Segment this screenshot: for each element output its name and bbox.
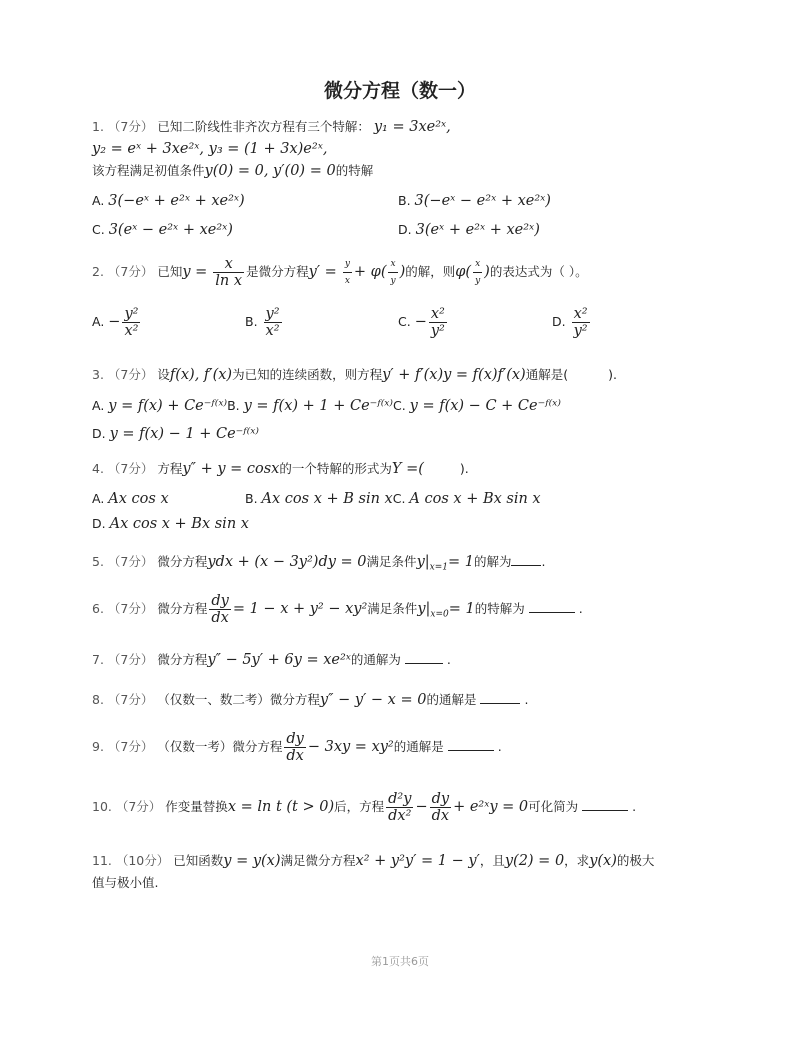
- q5-math: = 1: [447, 554, 474, 570]
- numerator: x²: [429, 306, 447, 323]
- denominator: y: [475, 276, 481, 286]
- option-math: y = f(x) − C + Ce⁻ᶠ⁽ˣ⁾: [409, 398, 561, 414]
- option-label: B.: [245, 314, 258, 329]
- q6-fraction: [209, 593, 230, 626]
- q6-text: 满足条件: [367, 601, 418, 616]
- option-math: A cos x + Bx sin x: [409, 491, 541, 507]
- denominator: dx: [211, 610, 229, 626]
- q2-text: 的解，则: [405, 264, 456, 279]
- q11-math: x² + y²y′ = 1 − y′: [355, 853, 480, 869]
- q3-text: 为已知的连续函数，则方程: [232, 367, 383, 382]
- q2-math: y =: [182, 264, 208, 280]
- q11-math: y = y(x): [223, 853, 281, 869]
- q2-text: 是微分方程: [246, 264, 309, 279]
- numerator: x²: [572, 306, 590, 323]
- denominator: x: [344, 276, 350, 286]
- q4-text: 方程: [157, 461, 183, 476]
- option-label: D.: [552, 314, 566, 329]
- subscript: x=0: [430, 609, 449, 620]
- question-8: [92, 691, 528, 709]
- denominator: y²: [573, 323, 588, 339]
- q10-text: 可化简为: [528, 799, 579, 814]
- q1-text: 已知二阶线性非齐次方程有三个特解：: [157, 119, 370, 134]
- question-8-number: 8. （7分）: [92, 692, 154, 707]
- q2-option-b: [245, 306, 284, 339]
- q11-text: 的极大: [616, 853, 655, 868]
- q2-math: φ(: [455, 264, 472, 280]
- option-math: 3(eˣ + e²ˣ + xe²ˣ): [415, 222, 540, 238]
- question-3-number: 3. （7分）: [92, 367, 154, 382]
- q1-text: 该方程满足初值条件: [92, 163, 205, 178]
- q9-math: − 3xy = xy²: [307, 739, 394, 755]
- q2-math: + φ(: [353, 264, 387, 280]
- option-math: y = f(x) + 1 + Ce⁻ᶠ⁽ˣ⁾: [243, 398, 393, 414]
- option-math: 3(eˣ − e²ˣ + xe²ˣ): [108, 222, 233, 238]
- question-1-line-2: [92, 140, 327, 158]
- option-label: C.: [398, 314, 411, 329]
- q11-text: ，且: [479, 853, 505, 868]
- numerator: d²y: [388, 791, 412, 807]
- option-fraction: [572, 306, 590, 339]
- q2-option-a: [92, 306, 142, 339]
- q2-fraction: [473, 256, 482, 289]
- q1-option-c: [92, 221, 233, 239]
- q9-text: （仅数一考）微分方程: [157, 739, 283, 754]
- q7-math: y″ − 5y′ + 6y = xe²ˣ: [207, 652, 351, 668]
- q1-math: y₁ = 3xe²ˣ,: [373, 119, 451, 135]
- q7-text: .: [446, 652, 451, 667]
- numerator: y²: [124, 306, 139, 322]
- denominator: ln x: [215, 273, 243, 289]
- q5-math: y|: [416, 554, 430, 570]
- option-fraction: [264, 306, 282, 339]
- q10-text: .: [632, 799, 637, 814]
- question-4-number: 4. （7分）: [92, 461, 154, 476]
- q10-fraction: [386, 791, 413, 824]
- answer-blank: [448, 750, 494, 751]
- q4-option-a: [92, 490, 169, 508]
- option-label: B.: [398, 193, 411, 208]
- q4-option-b-c: [245, 490, 541, 508]
- question-11-number: 11. （10分）: [92, 853, 170, 868]
- option-label: A.: [92, 193, 105, 208]
- q11-math: y(2) = 0: [504, 853, 565, 869]
- q3-math: f(x), f′(x): [169, 367, 233, 383]
- q1-option-b: [398, 192, 551, 210]
- numerator: dy: [211, 593, 229, 609]
- option-sign: −: [108, 314, 121, 330]
- q3-text: 通解是(: [525, 367, 569, 382]
- q6-text: 微分方程: [157, 601, 208, 616]
- option-math: Ax cos x + Bx sin x: [109, 516, 249, 532]
- option-label: D.: [92, 516, 106, 531]
- question-3-line-1: [92, 366, 617, 384]
- subscript: x=1: [429, 562, 448, 573]
- option-math: y = f(x) − 1 + Ce⁻ᶠ⁽ˣ⁾: [109, 426, 259, 442]
- question-5: [92, 553, 545, 577]
- question-6-number: 6. （7分）: [92, 601, 154, 616]
- q10-fraction: [430, 791, 451, 824]
- option-label: D.: [92, 426, 106, 441]
- question-11-line-1: [92, 852, 654, 870]
- denominator: dx: [431, 808, 450, 824]
- q6-math: = 1 − x + y² − xy²: [232, 601, 368, 617]
- q3-text: 设: [157, 367, 170, 382]
- numerator: x: [213, 256, 244, 273]
- numerator: x: [388, 256, 397, 273]
- numerator: dy: [286, 731, 304, 747]
- q6-text: .: [578, 601, 583, 616]
- q11-text: 已知函数: [173, 853, 224, 868]
- question-9: [92, 731, 502, 764]
- option-label: A.: [92, 398, 105, 413]
- numerator: x: [473, 256, 482, 273]
- q7-text: 微分方程: [157, 652, 208, 667]
- option-sign: −: [414, 314, 427, 330]
- question-2-line-1: [92, 256, 588, 289]
- q5-text: 满足条件: [366, 554, 417, 569]
- q2-math: y′ =: [308, 264, 337, 280]
- option-label: B.: [245, 491, 258, 506]
- q11-text: 值与极小值.: [92, 875, 159, 890]
- denominator: x²: [124, 323, 139, 339]
- question-1-line-1: [92, 118, 451, 136]
- q4-math: Y =(: [391, 461, 424, 477]
- q8-text: 的通解是: [426, 692, 477, 707]
- q5-text: .: [541, 554, 546, 569]
- q10-math: + e²ˣy = 0: [453, 799, 529, 815]
- q2-fraction: [343, 256, 352, 289]
- q10-text: 后，方程: [334, 799, 385, 814]
- q11-text: ，求: [564, 853, 590, 868]
- q1-option-a: [92, 192, 245, 210]
- question-11-line-2: [92, 874, 158, 892]
- q8-math: y″ − y′ − x = 0: [319, 692, 427, 708]
- q9-text: .: [497, 739, 502, 754]
- option-label: A.: [92, 314, 105, 329]
- question-6: [92, 593, 583, 626]
- q1-math: y₂ = eˣ + 3xe²ˣ, y₃ = (1 + 3x)e²ˣ,: [92, 141, 328, 157]
- answer-blank: [405, 663, 443, 664]
- denominator: y²: [430, 323, 445, 339]
- denominator: x²: [265, 323, 280, 339]
- option-math: Ax cos x: [108, 491, 169, 507]
- q10-math: −: [415, 799, 428, 815]
- q11-math: y(x): [589, 853, 617, 869]
- q1-math: y(0) = 0, y′(0) = 0: [204, 163, 336, 179]
- option-label: A.: [92, 491, 105, 506]
- option-label: C.: [392, 398, 406, 413]
- question-7-number: 7. （7分）: [92, 652, 154, 667]
- option-fraction: [122, 306, 140, 339]
- q5-text: 的解为: [473, 554, 512, 569]
- numerator: y: [343, 256, 352, 273]
- q3-text: ).: [608, 367, 617, 382]
- option-math: Ax cos x + B sin x: [261, 491, 393, 507]
- q5-text: 微分方程: [157, 554, 208, 569]
- denominator: dx: [286, 748, 304, 764]
- question-1-number: 1. （7分）: [92, 119, 154, 134]
- q11-text: 满足微分方程: [280, 853, 356, 868]
- option-math: 3(−eˣ − e²ˣ + xe²ˣ): [414, 193, 551, 209]
- question-7: [92, 651, 451, 669]
- denominator: dx²: [388, 808, 412, 824]
- q1-text: 的特解: [335, 163, 374, 178]
- q8-text: （仅数一、数二考）微分方程: [157, 692, 320, 707]
- q4-math: y″ + y = cosx: [182, 461, 280, 477]
- numerator: y²: [265, 306, 280, 322]
- answer-blank: [511, 565, 541, 566]
- q2-option-c: [398, 306, 449, 339]
- denominator: y: [390, 276, 396, 286]
- answer-blank: [529, 612, 575, 613]
- q5-math: ydx + (x − 3y²)dy = 0: [207, 554, 367, 570]
- q7-text: 的通解为: [350, 652, 401, 667]
- numerator: dy: [431, 791, 450, 807]
- question-2-number: 2. （7分）: [92, 264, 154, 279]
- option-math: 3(−eˣ + e²ˣ + xe²ˣ): [108, 193, 245, 209]
- q8-text: .: [524, 692, 529, 707]
- q2-fraction: [388, 256, 397, 289]
- page-title: 微分方程（数一）: [323, 80, 476, 102]
- question-4-line-1: [92, 460, 469, 478]
- q1-option-d: [398, 221, 540, 239]
- q2-math: ): [399, 264, 406, 280]
- q2-text: 的表达式为（ ）。: [489, 264, 588, 279]
- page-footer: 第1页共6页: [371, 955, 429, 968]
- question-9-number: 9. （7分）: [92, 739, 154, 754]
- q6-math: = 1: [448, 601, 475, 617]
- option-label: C.: [92, 222, 105, 237]
- q10-math: x = ln t (t > 0): [227, 799, 335, 815]
- option-label: C.: [392, 491, 406, 506]
- question-10: [92, 791, 636, 824]
- question-5-number: 5. （7分）: [92, 554, 154, 569]
- q6-text: 的特解为: [474, 601, 525, 616]
- q3-option-d: [92, 425, 259, 443]
- q4-option-d: [92, 515, 249, 533]
- option-math: y = f(x) + Ce⁻ᶠ⁽ˣ⁾: [108, 398, 228, 414]
- option-label: B.: [227, 398, 240, 413]
- option-fraction: [429, 306, 447, 339]
- q2-text: 已知: [157, 264, 183, 279]
- q6-math: y|: [417, 601, 431, 617]
- q3-options-row: [92, 397, 561, 415]
- q9-fraction: [284, 731, 305, 764]
- question-10-number: 10. （7分）: [92, 799, 162, 814]
- q2-fraction: [213, 256, 244, 289]
- answer-blank: [582, 810, 628, 811]
- q4-text: ).: [459, 461, 469, 476]
- q2-option-d: [552, 306, 592, 339]
- q9-text: 的通解是: [393, 739, 444, 754]
- answer-blank: [480, 703, 520, 704]
- q2-math: ): [484, 264, 490, 280]
- option-label: D.: [398, 222, 412, 237]
- q4-text: 的一个特解的形式为: [279, 461, 392, 476]
- question-1-line-3: [92, 162, 373, 180]
- q10-text: 作变量替换: [165, 799, 228, 814]
- q3-math: y′ + f′(x)y = f(x)f′(x): [382, 367, 526, 383]
